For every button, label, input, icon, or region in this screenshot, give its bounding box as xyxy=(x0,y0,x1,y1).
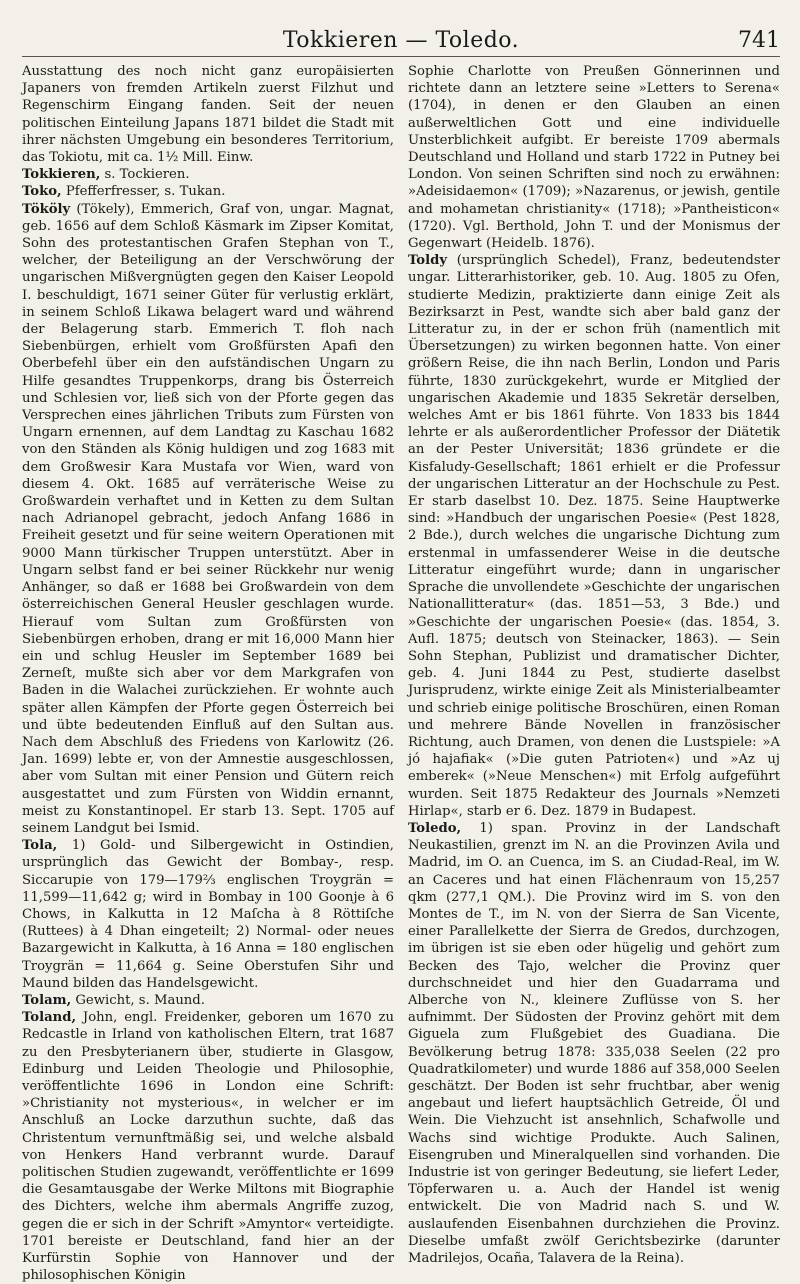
dictionary-entry xyxy=(408,63,780,252)
entry-text: 1) Gold- und Silbergewicht in Ostindien, ursprünglich das Gewicht der Bombay-, resp. Siccarupie von 179—179⅔ englischen Troygrän = 11,599—11,642 g; wird in Bombay in 100 Goonje à 6 Chows, in Kalkutta in 12 Maſcha à 8 Röttiſche (Ruttees) à 4 Dhan eingeteilt; 2) Normal- oder neues Bazargewicht in Kalkutta, à 16 Anna = 180 englischen Troygrän = 11,664 g. Seine Oberstufen Sihr und Maund bilden das Handelsgewicht. xyxy=(22,838,394,991)
entry-text: Sophie Charlotte von Preußen Gönnerinnen und richtete dann an letztere seine »Letters to Serena« (1704), in denen er den Glauben an einen außerweltlichen Gott und eine individuelle Unsterblichkeit aufgibt. Er bereiste 1709 abermals Deutschland und Holland und starb 1722 in Putney bei London. Von seinen Schriften sind noch zu erwähnen: »Adeisidaemon« (1709); »Nazarenus, or jewish, gentile and mohametan christianity« (1718); »Pantheisticon« (1720). Vgl. Berthold, John T. und der Monismus der Gegenwart (Heidelb. 1876). xyxy=(408,64,780,252)
dictionary-entry xyxy=(22,1009,394,1284)
dictionary-entry xyxy=(22,166,394,183)
entry-text: (Tökely), Emmerich, Graf von, ungar. Magnat, geb. 1656 auf dem Schloß Käsmark im Zipser Komitat, Sohn des protestantischen Grafen Stephan von T., welcher, der Beteiligung an der Verschwörung der ungarischen Mißvergnügten gegen den Kaiser Leopold I. beschuldigt, 1671 seiner Güter für verlustig erklärt, in seinem Schloß Likawa belagert ward und während der Belagerung starb. Emmerich T. floh nach Siebenbürgen, erhielt vom Großfürsten Apafi den Oberbefehl über ein den aufständischen Ungarn zu Hilfe gesandtes Truppenkorps, drang bis Österreich und Schlesien vor, ließ sich von der Pforte gegen das Versprechen eines jährlichen Tributs zum Fürsten von Ungarn ernennen, auf dem Landtag zu Kaschau 1682 von den Ständen als König huldigen und zog 1683 mit dem Großwesir Kara Mustafa vor Wien, ward von diesem 4. Okt. 1685 auf verräterische Weise zu Großwardein verhaftet und in Ketten zu dem Sultan nach Adrianopel gebracht, jedoch Anfang 1686 in Freiheit gesetzt und für seine weitern Operationen mit 9000 Mann türkischer Truppen unterstützt. Aber in Ungarn selbst fand er bei seiner Rückkehr nur wenig Anhänger, so daß er 1688 bei Großwardein von dem österreichischen General Heusler geschlagen wurde. Hierauf vom Sultan zum Großfürsten von Siebenbürgen erhoben, drang er mit 16,000 Mann hier ein und schlug Heusler im September 1689 bei Zerneſt, mußte sich aber vor dem Markgrafen von Baden in die Walachei zurückziehen. Er wohnte auch später allen Kämpfen der Pforte gegen Österreich bei und übte bedeutenden Einfluß auf den Sultan aus. Nach dem Abschluß des Friedens von Karlowitz (26. Jan. 1699) lebte er, von der Amnestie ausgeschlossen, aber vom Sultan mit einer Pension und Gütern reich ausgestattet und zum Fürsten von Widdin ernannt, meist zu Konstantinopel. Er starb 13. Sept. 1705 auf seinem Landgut bei Ismid. xyxy=(22,201,394,836)
entry-headword: Toko, xyxy=(22,184,62,200)
entry-text: Ausstattung des noch nicht ganz europäisierten Japaners von fremden Artikeln zuerst Filzhut und Regenschirm Eingang fanden. Seit der neuen politischen Einteilung Japans 1871 bildet die Stadt mit ihrer nächsten Umgebung ein besonderes Territorium, das Tokiotu, mit ca. 1½ Mill. Einw. xyxy=(22,64,394,166)
entry-headword: Tököly xyxy=(22,201,71,217)
entry-headword: Tola, xyxy=(22,838,58,854)
dictionary-entry xyxy=(408,252,780,820)
dictionary-entry xyxy=(22,201,394,838)
entry-text: Gewicht, s. Maund. xyxy=(71,992,205,1008)
dictionary-entry xyxy=(22,837,394,992)
right-column xyxy=(408,63,780,1267)
dictionary-entry xyxy=(22,992,394,1009)
entry-text: s. Tockieren. xyxy=(100,167,190,183)
entry-headword: Tolam, xyxy=(22,992,72,1008)
text-columns xyxy=(22,63,780,1284)
left-column xyxy=(22,63,394,1284)
dictionary-entry xyxy=(22,63,394,166)
entry-headword: Toldy xyxy=(408,253,447,269)
page-header xyxy=(22,26,780,57)
running-title: Tokkieren — Toledo. xyxy=(282,28,520,53)
entry-text: (ursprünglich Schedel), Franz, bedeutendster ungar. Litterarhistoriker, geb. 10. Aug. 1805 zu Ofen, studierte Medizin, praktizierte dann einige Zeit als Bezirksarzt in Pest, wandte sich aber bald ganz der Litteratur zu, in der er schon früh (namentlich mit Übersetzungen) zu wirken begonnen hatte. Von einer größern Reise, die ihn nach Berlin, London und Paris führte, 1830 zurückgekehrt, wurde er Mitglied der ungarischen Akademie und 1835 Sekretär derselben, welches Amt er bis 1861 führte. Von 1833 bis 1844 lehrte er als außerordentlicher Professor der Diätetik an der Pester Universität; 1836 gründete er die Kisfaludy-Gesellschaft; 1861 erhielt er die Professur der ungarischen Litteratur an der Hochschule zu Pest. Er starb daselbst 10. Dez. 1875. Seine Hauptwerke sind: »Handbuch der ungarischen Poesie« (Pest 1828, 2 Bde.), durch welches die ungarische Dichtung zum erstenmal in umfassenderer Weise in die deutsche Litteratur eingeführt wurde; dann in ungarischer Sprache die unvollendete »Geschichte der ungarischen Nationallitteratur« (das. 1851—53, 3 Bde.) und »Geschichte der ungarischen Poesie« (das. 1854, 3. Aufl. 1875; deutsch von Steinacker, 1863). — Sein Sohn Stephan, Publizist und dramatischer Dichter, geb. 4. Juni 1844 zu Pest, studierte daselbst Jurisprudenz, wirkte einige Zeit als Ministerialbeamter und schrieb einige politische Broschüren, einen Roman und mehrere Bände Novellen in französischer Richtung, auch Dramen, von denen die Lustspiele: »A jó hajafiak« (»Die guten Patrioten«) und »Az uj emberek« (»Neue Menschen«) mit Erfolg aufgeführt wurden. Seit 1875 Redakteur des Journals »Nemzeti Hirlap«, starb er 6. Dez. 1879 in Budapest. xyxy=(408,253,780,819)
dictionary-entry xyxy=(408,820,780,1267)
entry-headword: Toland, xyxy=(22,1010,77,1026)
entry-headword: Tokkieren, xyxy=(22,167,101,183)
entry-headword: Toledo, xyxy=(408,820,462,836)
entry-text: Pfefferfresser, s. Tukan. xyxy=(61,184,226,200)
entry-text: John, engl. Freidenker, geboren um 1670 zu Redcastle in Irland von katholischen Eltern, trat 1687 zu den Presbyterianern über, studierte in Glasgow, Edinburg und Leiden Theologie und Philosophie, veröffentlichte 1696 in London eine Schrift: »Christianity not mysterious«, in welcher er im Anschluß an Locke darzuthun suchte, daß das Christentum vernunftmäßig sei, und welche alsbald von Henkers Hand verbrannt wurde. Darauf politischen Studien zugewandt, veröffentlichte er 1699 die Gesamtausgabe der Werke Miltons mit Biographie des Dichters, welche ihm abermals Angriffe zuzog, gegen die er sich in der Schrift »Amyntor« verteidigte. 1701 bereiste er Deutschland, fand hier an der Kurfürstin Sophie von Hannover und der philosophischen Königin xyxy=(22,1010,394,1284)
entry-text: 1) span. Provinz in der Landschaft Neukastilien, grenzt im N. an die Provinzen Avila und Madrid, im O. an Cuenca, im S. an Ciudad-Real, im W. an Caceres und hat einen Flächenraum von 15,257 qkm (277,1 QM.). Die Provinz wird im S. von den Montes de T., im N. von der Sierra de San Vicente, einer Parallelkette der Sierra de Gredos, durchzogen, im übrigen ist sie eben oder hügelig und gehört zum Becken des Tajo, welcher die Provinz quer durchschneidet und hier den Guadarrama und Alberche von N., kleinere Zuflüsse von S. her aufnimmt. Der Südosten der Provinz gehört mit dem Giguela zum Flußgebiet des Guadiana. Die Bevölkerung betrug 1878: 335,038 Seelen (22 pro Quadratkilometer) und wurde 1886 auf 358,000 Seelen geschätzt. Der Boden ist sehr fruchtbar, aber wenig angebaut und liefert hauptsächlich Getreide, Öl und Wein. Die Viehzucht ist ansehnlich, Schafwolle und Wachs sind wichtige Produkte. Auch Salinen, Eisengruben und Mineralquellen sind vorhanden. Die Industrie ist von geringer Bedeutung, sie liefert Leder, Töpferwaren u. a. Auch der Handel ist wenig entwickelt. Die von Madrid nach S. und W. auslaufenden Eisenbahnen durchziehen die Provinz. Dieselbe umfaßt zwölf Gerichtsbezirke (darunter Madrilejos, Ocaña, Talavera de la Reina). xyxy=(408,820,780,1267)
dictionary-entry xyxy=(22,183,394,200)
page-number: 741 xyxy=(738,28,780,53)
